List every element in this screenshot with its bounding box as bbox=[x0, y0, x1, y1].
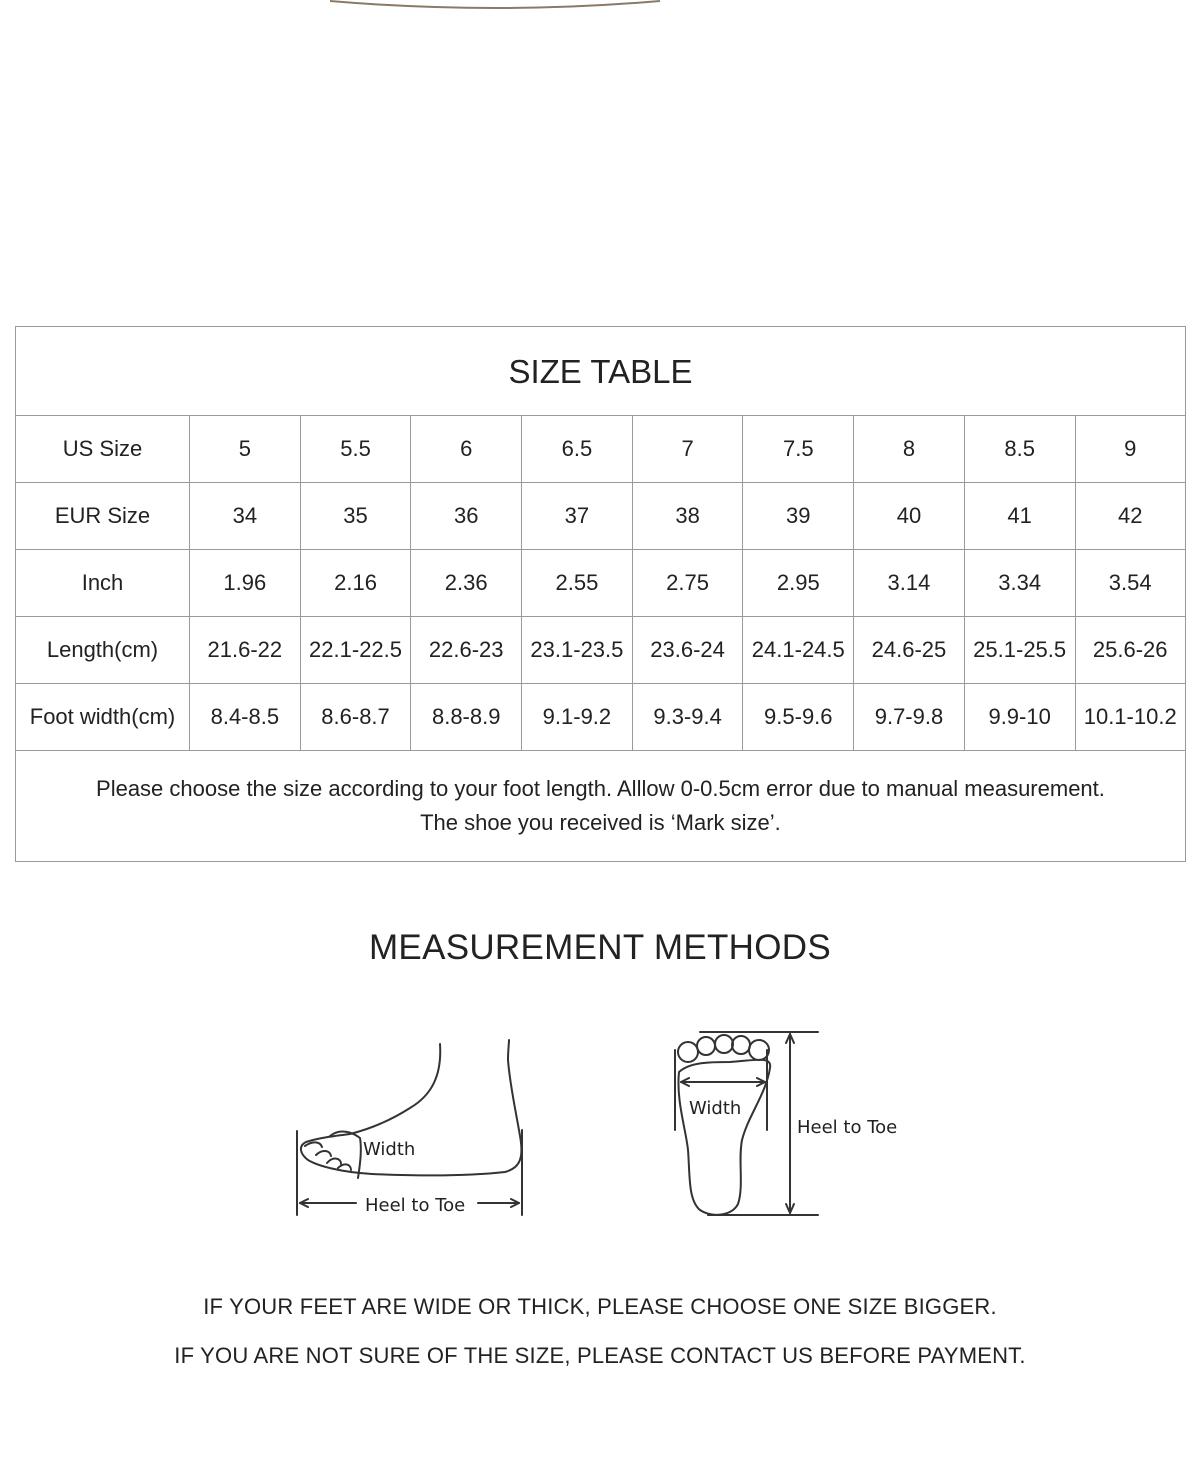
table-cell: 24.1-24.5 bbox=[743, 617, 854, 684]
toe-icon bbox=[678, 1042, 698, 1062]
top-width-label: Width bbox=[689, 1098, 742, 1119]
table-cell: 8 bbox=[854, 416, 965, 483]
table-cell: 37 bbox=[522, 483, 633, 550]
table-cell: 25.6-26 bbox=[1075, 617, 1185, 684]
advice-wide-feet: IF YOUR FEET ARE WIDE OR THICK, PLEASE CHOOSE ONE SIZE BIGGER. bbox=[203, 1294, 997, 1319]
advice-contact-us: IF YOU ARE NOT SURE OF THE SIZE, PLEASE CONTACT US BEFORE PAYMENT. bbox=[174, 1343, 1026, 1368]
table-cell: 2.16 bbox=[300, 550, 411, 617]
table-cell: 35 bbox=[300, 483, 411, 550]
side-width-label: Width bbox=[363, 1139, 416, 1160]
table-cell: 42 bbox=[1075, 483, 1185, 550]
row-label-eur-size: EUR Size bbox=[16, 483, 190, 550]
table-cell: 2.36 bbox=[411, 550, 522, 617]
toe-icon bbox=[715, 1035, 733, 1053]
table-cell: 2.95 bbox=[743, 550, 854, 617]
side-heel-to-toe-label: Heel to Toe bbox=[365, 1195, 466, 1216]
size-note-line-1: Please choose the size according to your foot length. Alllow 0-0.5cm error due to manual measurement. bbox=[96, 776, 1105, 801]
side-view-foot-diagram bbox=[297, 1040, 522, 1215]
table-cell: 8.4-8.5 bbox=[190, 684, 301, 751]
table-cell: 9.1-9.2 bbox=[522, 684, 633, 751]
row-label-length: Length(cm) bbox=[16, 617, 190, 684]
table-row bbox=[16, 617, 1186, 684]
table-cell: 6 bbox=[411, 416, 522, 483]
table-row bbox=[16, 416, 1186, 483]
table-row bbox=[16, 550, 1186, 617]
table-cell: 22.1-22.5 bbox=[300, 617, 411, 684]
table-cell: 3.54 bbox=[1075, 550, 1185, 617]
table-cell: 2.75 bbox=[632, 550, 743, 617]
table-cell: 41 bbox=[964, 483, 1075, 550]
size-note-line-2: The shoe you received is ‘Mark size’. bbox=[420, 810, 781, 835]
toes-icon bbox=[305, 1142, 351, 1170]
table-cell: 24.6-25 bbox=[854, 617, 965, 684]
table-cell: 5.5 bbox=[300, 416, 411, 483]
table-row bbox=[16, 684, 1186, 751]
table-cell: 8.5 bbox=[964, 416, 1075, 483]
table-cell: 8.6-8.7 bbox=[300, 684, 411, 751]
table-cell: 6.5 bbox=[522, 416, 633, 483]
table-cell: 5 bbox=[190, 416, 301, 483]
top-heel-to-toe-label: Heel to Toe bbox=[797, 1117, 898, 1138]
table-cell: 23.6-24 bbox=[632, 617, 743, 684]
table-cell: 9.9-10 bbox=[964, 684, 1075, 751]
row-label-inch: Inch bbox=[16, 550, 190, 617]
table-cell: 8.8-8.9 bbox=[411, 684, 522, 751]
toe-icon bbox=[732, 1036, 750, 1054]
table-cell: 36 bbox=[411, 483, 522, 550]
table-cell: 7.5 bbox=[743, 416, 854, 483]
size-note bbox=[16, 751, 1186, 862]
table-cell: 9.7-9.8 bbox=[854, 684, 965, 751]
table-cell: 39 bbox=[743, 483, 854, 550]
table-cell: 34 bbox=[190, 483, 301, 550]
table-cell: 3.34 bbox=[964, 550, 1075, 617]
table-cell: 40 bbox=[854, 483, 965, 550]
size-table-title: SIZE TABLE bbox=[16, 327, 1186, 416]
table-cell: 23.1-23.5 bbox=[522, 617, 633, 684]
measurement-methods-title: MEASUREMENT METHODS bbox=[368, 928, 832, 967]
table-cell: 9.3-9.4 bbox=[632, 684, 743, 751]
table-cell: 1.96 bbox=[190, 550, 301, 617]
table-cell: 9 bbox=[1075, 416, 1185, 483]
toe-icon bbox=[697, 1037, 715, 1055]
table-cell: 22.6-23 bbox=[411, 617, 522, 684]
table-row bbox=[16, 483, 1186, 550]
table-cell: 38 bbox=[632, 483, 743, 550]
shoe-photo-edge bbox=[330, 0, 660, 14]
table-cell: 2.55 bbox=[522, 550, 633, 617]
table-cell: 9.5-9.6 bbox=[743, 684, 854, 751]
table-cell: 21.6-22 bbox=[190, 617, 301, 684]
table-cell: 10.1-10.2 bbox=[1075, 684, 1185, 751]
row-label-foot-width: Foot width(cm) bbox=[16, 684, 190, 751]
size-table bbox=[15, 326, 1186, 862]
table-cell: 3.14 bbox=[854, 550, 965, 617]
table-cell: 7 bbox=[632, 416, 743, 483]
measurement-diagrams bbox=[0, 990, 1200, 1270]
row-label-us-size: US Size bbox=[16, 416, 190, 483]
table-cell: 25.1-25.5 bbox=[964, 617, 1075, 684]
